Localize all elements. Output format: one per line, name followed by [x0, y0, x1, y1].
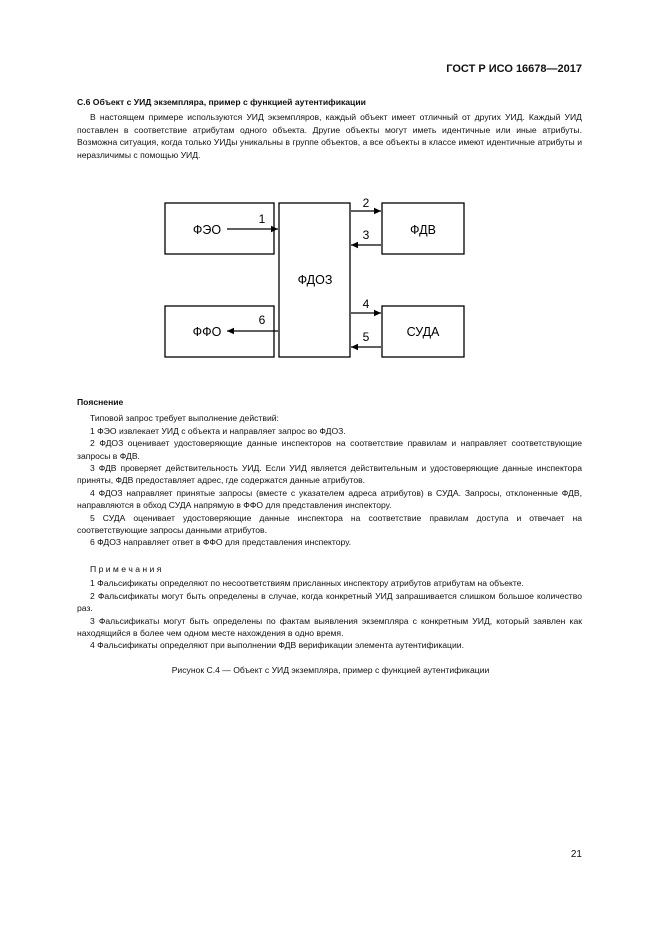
explanation-item: 3 ФДВ проверяет действительность УИД. Если УИД является действительным и удостоверяющие данные инспектора приняты, ФДВ предоставляет адрес, где содержатся данные атрибутов. — [77, 463, 582, 486]
arrow-5-label: 5 — [362, 330, 370, 344]
explanation-title: Пояснение — [77, 397, 124, 407]
arrow-6-label: 6 — [258, 313, 266, 327]
note-item: 3 Фальсификаты могут быть определены по фактам выявления экземпляра с конкретным УИД, который заявлен как находящийся в более чем одном месте нахождения в одно время. — [77, 615, 582, 639]
arrow-2-label: 2 — [362, 196, 370, 210]
box-fdv-label: ФДВ — [410, 223, 436, 237]
box-suda-label: СУДА — [406, 325, 440, 339]
explanation-intro: Типовой запрос требует выполнение действий: — [90, 413, 279, 424]
box-fdoz-label: ФДОЗ — [297, 273, 333, 287]
arrow-4-label: 4 — [362, 297, 370, 311]
section-heading: С.6 Объект с УИД экземпляра, пример с функцией аутентификации — [77, 97, 366, 107]
explanation-item: 2 ФДОЗ оценивает удостоверяющие данные инспекторов на соответствие правилам и направляет соответствующие запросы в ФДВ. — [77, 438, 582, 461]
arrow-3-label: 3 — [362, 228, 370, 242]
explanation-item: 6 ФДОЗ направляет ответ в ФФО для представления инспектору. — [90, 537, 352, 548]
box-feo-label: ФЭО — [192, 223, 222, 237]
arrow-1-label: 1 — [258, 212, 266, 226]
note-item: 2 Фальсификаты могут быть определены в случае, когда конкретный УИД запрашивается слишком большое количество раз. — [77, 590, 582, 614]
explanation-item: 1 ФЭО извлекает УИД с объекта и направляет запрос во ФДОЗ. — [90, 425, 346, 436]
notes-title: П р и м е ч а н и я — [90, 564, 162, 574]
figure-caption: Рисунок С.4 — Объект с УИД экземпляра, пример с функцией аутентификации — [171, 665, 490, 675]
page-number: 21 — [570, 849, 582, 860]
note-item: 4 Фальсификаты определяют при выполнении ФДВ верификации элемента аутентификации. — [90, 640, 464, 651]
explanation-item: 5 СУДА оценивает удостоверяющие данные инспектора на соответствие правилам доступа и отвечает на соответствующие запросы данными атрибутов. — [77, 512, 582, 536]
section-paragraph: В настоящем примере используются УИД экземпляров, каждый объект имеет отличный от других УИД. Каждый УИД поставлен в соответствие атрибутам одного объекта. Другие объекты могут иметь идентичные или иные атрибуты. Возможна ситуация, когда только УИДы уникальны в группе объектов, а все объекты в классе имеют идентичные атрибуты и неразличимы с помощью УИД. — [77, 112, 582, 160]
document-standard-header: ГОСТ Р ИСО 16678—2017 — [446, 63, 582, 75]
note-item: 1 Фальсификаты определяют по несоответствиям присланных инспектору атрибутов атрибутам на объекте. — [90, 578, 524, 589]
authentication-diagram — [0, 0, 661, 400]
explanation-item: 4 ФДОЗ направляет принятые запросы (вместе с указателем адреса атрибутов) в СУДА. Запросы, отклоненные ФДВ, направляются в обход СУДА напрямую в ФФО для представления инспектору. — [77, 487, 582, 511]
box-ffo-label: ФФО — [192, 325, 222, 339]
